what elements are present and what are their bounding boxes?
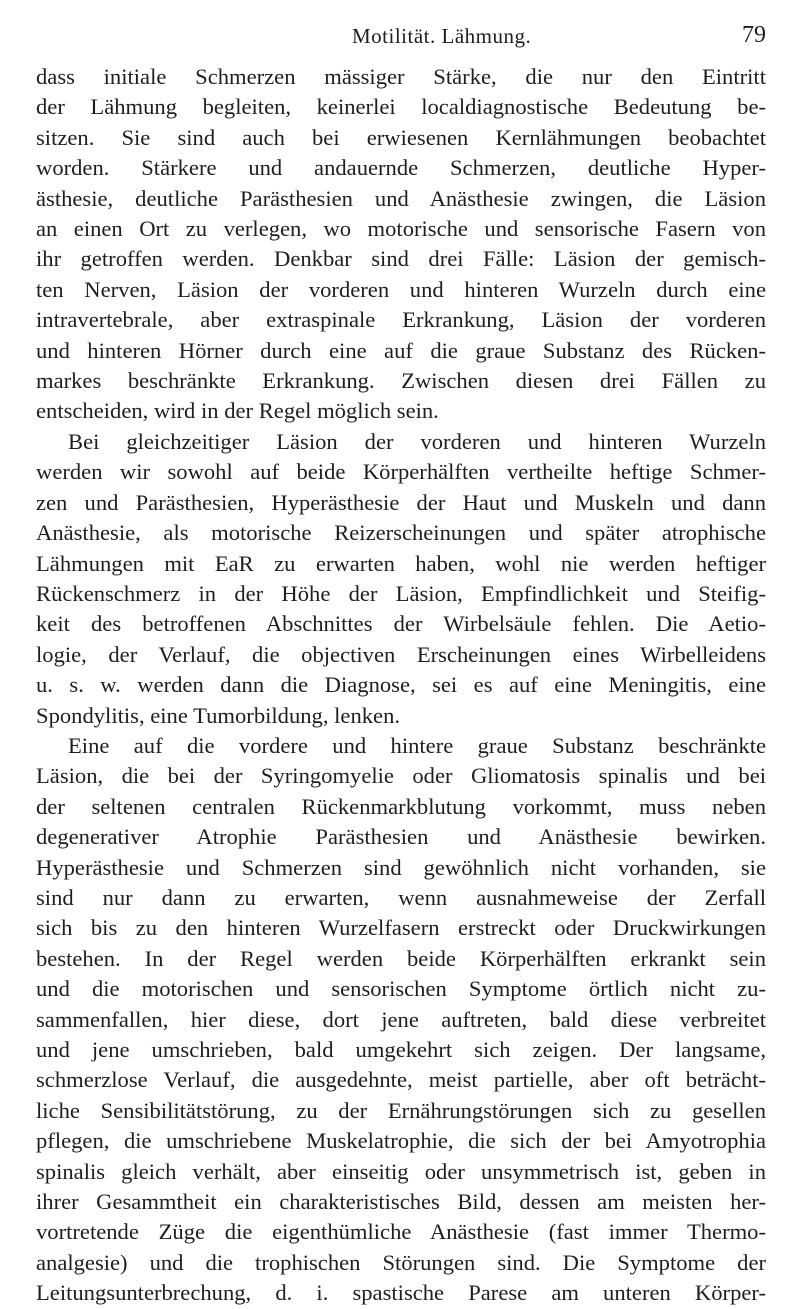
paragraph <box>36 731 766 1309</box>
text-line: schmerzlose Verlauf, die ausgedehnte, meist partielle, aber oft beträcht- <box>36 1067 766 1093</box>
text-line: liche Sensibilitätstörung, zu der Ernährungstörungen sich zu gesellen <box>36 1097 766 1123</box>
text-line: Spondylitis, eine Tumorbildung, lenken. <box>36 702 401 728</box>
text-line: der Lähmung begleiten, keinerlei localdiagnostische Bedeutung be- <box>36 94 766 120</box>
text-line: entscheiden, wird in der Regel möglich sein. <box>36 398 439 424</box>
text-line: und hinteren Hörner durch eine auf die graue Substanz des Rücken- <box>36 337 766 363</box>
text-line: pflegen, die umschriebene Muskelatrophie, die sich der bei Amyotrophia <box>36 1128 766 1154</box>
running-head: Motilität. Lähmung. <box>352 24 532 48</box>
page-header <box>36 22 766 62</box>
text-line: ihrer Gesammtheit ein charakteristisches Bild, dessen am meisten her- <box>36 1189 766 1215</box>
text-line: der seltenen centralen Rückenmarkblutung vorkommt, muss neben <box>36 793 766 819</box>
text-line: degenerativer Atrophie Parästhesien und Anästhesie bewirken. <box>36 824 766 850</box>
text-line: Hyperästhesie und Schmerzen sind gewöhnlich nicht vorhanden, sie <box>36 854 766 880</box>
text-line: werden wir sowohl auf beide Körperhälften vertheilte heftige Schmer- <box>36 459 766 485</box>
text-line: Eine auf die vordere und hintere graue Substanz beschränkte <box>68 732 766 758</box>
text-line: zen und Parästhesien, Hyperästhesie der Haut und Muskeln und dann <box>36 489 766 515</box>
text-line: Rückenschmerz in der Höhe der Läsion, Empfindlichkeit und Steifig- <box>36 580 766 606</box>
text-line: dass initiale Schmerzen mässiger Stärke, die nur den Eintritt <box>36 64 766 89</box>
text-line: ästhesie, deutliche Parästhesien und Anästhesie zwingen, die Läsion <box>36 185 766 211</box>
body-text <box>36 62 766 1309</box>
book-page <box>36 22 766 1306</box>
text-line: Anästhesie, als motorische Reizerscheinungen und später atrophische <box>36 520 766 546</box>
paragraph <box>36 427 766 731</box>
text-line: spinalis gleich verhält, aber einseitig oder unsymmetrisch ist, geben in <box>36 1158 766 1184</box>
text-line: sammenfallen, hier diese, dort jene auftreten, bald diese verbreitet <box>36 1006 766 1032</box>
text-line: u. s. w. werden dann die Diagnose, sei es auf eine Meningitis, eine <box>36 672 766 698</box>
text-line: analgesie) und die trophischen Störungen sind. Die Symptome der <box>36 1249 766 1275</box>
paragraph <box>36 62 766 427</box>
text-line: worden. Stärkere und andauernde Schmerzen, deutliche Hyper- <box>36 155 766 181</box>
text-line: an einen Ort zu verlegen, wo motorische und sensorische Fasern von <box>36 216 766 242</box>
text-line: keit des betroffenen Abschnittes der Wirbelsäule fehlen. Die Aetio- <box>36 611 766 637</box>
text-line: sitzen. Sie sind auch bei erwiesenen Kernlähmungen beobachtet <box>36 124 766 150</box>
text-line: ten Nerven, Läsion der vorderen und hinteren Wurzeln durch eine <box>36 276 766 302</box>
text-line: Bei gleichzeitiger Läsion der vorderen und hinteren Wurzeln <box>68 428 766 454</box>
text-line: und die motorischen und sensorischen Symptome örtlich nicht zu- <box>36 976 766 1002</box>
text-line: vortretende Züge die eigenthümliche Anästhesie (fast immer Thermo- <box>36 1219 766 1245</box>
text-line: Leitungsunterbrechung, d. i. spastische Parese am unteren Körper- <box>36 1280 766 1306</box>
text-line: bestehen. In der Regel werden beide Körperhälften erkrankt sein <box>36 945 766 971</box>
text-line: sich bis zu den hinteren Wurzelfasern erstreckt oder Druckwirkungen <box>36 915 766 941</box>
text-line: Lähmungen mit EaR zu erwarten haben, wohl nie werden heftiger <box>36 550 766 576</box>
text-line: sind nur dann zu erwarten, wenn ausnahmeweise der Zerfall <box>36 884 766 910</box>
text-line: Läsion, die bei der Syringomyelie oder Gliomatosis spinalis und bei <box>36 763 766 789</box>
text-line: markes beschränkte Erkrankung. Zwischen diesen drei Fällen zu <box>36 368 766 394</box>
text-line: und jene umschrieben, bald umgekehrt sich zeigen. Der langsame, <box>36 1037 766 1062</box>
page-number: 79 <box>742 22 766 48</box>
text-line: intravertebrale, aber extraspinale Erkrankung, Läsion der vorderen <box>36 307 766 333</box>
text-line: ihr getroffen werden. Denkbar sind drei Fälle: Läsion der gemisch- <box>36 246 766 272</box>
text-line: logie, der Verlauf, die objectiven Erscheinungen eines Wirbelleidens <box>36 641 766 667</box>
